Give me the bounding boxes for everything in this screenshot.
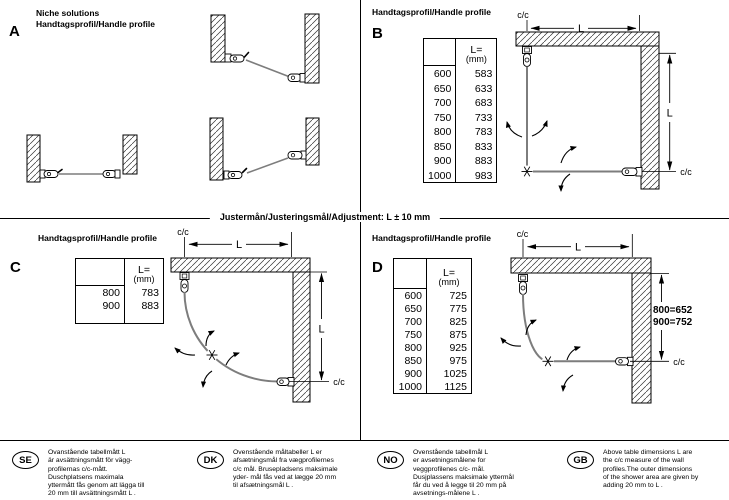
language-badge-no: NO xyxy=(377,451,404,469)
dimension-arrow-L-right xyxy=(318,274,324,381)
panel-b-title: Handtagsprofil/Handle profile xyxy=(372,7,492,17)
swing-arrow xyxy=(561,174,570,191)
handle-profile-icon xyxy=(288,151,306,159)
table-row: 600 583 xyxy=(424,65,497,80)
dimension-arrow-L-right xyxy=(667,55,673,170)
language-badge-se: SE xyxy=(12,451,39,469)
wall-top xyxy=(516,32,659,46)
table-row: 1000 983 xyxy=(424,167,497,182)
table-header-L: L= (mm) xyxy=(438,267,460,287)
swing-arrow xyxy=(175,348,195,355)
footer-text-no: Ovenstående tabellmål L er avsetningsmålene for veggprofilenes c/c- mål. Dusjplassens maksimale yttermål får du ved å legge til 20 mm på avsetnings-målene L . xyxy=(413,449,514,498)
corner-joint-icon xyxy=(206,349,218,361)
panel-a-letter: A xyxy=(9,23,20,40)
footer-text-gb: Above table dimensions L are the c/c measure of the wall profiles.The outer dimensions of the shower area are given by adding 20 mm to L . xyxy=(603,449,699,490)
dim-note-900: 900=752 xyxy=(653,317,693,328)
panel-b-letter: B xyxy=(372,25,383,42)
panel-b xyxy=(364,0,729,218)
footer-section-no xyxy=(377,449,538,499)
table-row: 650 775 xyxy=(394,302,472,315)
L-label-right: L xyxy=(318,323,325,336)
cc-label-right: c/c xyxy=(333,377,345,387)
niche-diagram-angled-right xyxy=(211,14,319,83)
hinge-profile-icon xyxy=(40,170,62,179)
hinge-profile-icon xyxy=(225,53,249,63)
niche-diagram-straight xyxy=(27,135,137,182)
panel-a-diagram xyxy=(0,0,360,218)
swing-arrow xyxy=(561,147,576,163)
hinge-profile-icon xyxy=(523,47,532,67)
glass-panel xyxy=(246,60,290,77)
table-header-L: L= (mm) xyxy=(465,44,487,64)
table-row: 750 733 xyxy=(424,109,497,124)
corner-joint-icon xyxy=(542,355,554,367)
wall-right xyxy=(632,273,651,403)
swing-arrow xyxy=(567,347,580,360)
cc-label-top: c/c xyxy=(516,229,529,239)
table-row: 850 975 xyxy=(394,354,472,367)
footer-text-se: Ovanstående tabellmått L är avsättningsmått för vägg- profilernas c/c-mått. Duschplatsens maximala yttermått fås genom att lägga till 20 mm till avsättningsmått L . xyxy=(48,449,145,498)
handle-profile-icon xyxy=(288,74,305,83)
panel-d-diagram xyxy=(364,218,729,441)
L-label-top: L xyxy=(574,241,582,254)
swing-arrow xyxy=(203,371,212,387)
table-row: 850 833 xyxy=(424,138,497,153)
table-row: 1000 1125 xyxy=(394,380,472,394)
glass-panel-curved xyxy=(185,292,279,382)
wall-right xyxy=(306,118,319,165)
footer-section-dk xyxy=(197,449,358,490)
panel-c xyxy=(0,218,360,441)
table-row: 900 1025 xyxy=(394,367,472,380)
table-row: 650 633 xyxy=(424,80,497,95)
panel-c-title: Handtagsprofil/Handle profile xyxy=(38,233,158,243)
dimension-arrow-L-top xyxy=(528,242,630,254)
handle-profile-icon xyxy=(622,168,642,177)
panel-a-title-line1: Niche solutions xyxy=(36,8,100,18)
language-badge-gb: GB xyxy=(567,451,594,469)
L-label-top: L xyxy=(235,239,243,251)
wall-top xyxy=(511,258,651,273)
swing-arrow xyxy=(226,353,239,365)
dimension-arrow-right xyxy=(653,275,693,360)
panel-d-title: Handtagsprofil/Handle profile xyxy=(372,233,492,243)
dimension-arrow-L-top xyxy=(189,239,288,251)
wall-top xyxy=(171,258,310,272)
table-row: 750 875 xyxy=(394,328,472,341)
panel-d xyxy=(364,218,729,441)
table-row: 900 883 xyxy=(424,153,497,168)
panel-c-diagram xyxy=(0,218,360,441)
table-row: 800 783 xyxy=(76,285,164,299)
table-row: 700 825 xyxy=(394,315,472,328)
table-row: 800 925 xyxy=(394,341,472,354)
wall-right xyxy=(305,14,319,83)
L-label-top: L xyxy=(577,23,585,35)
footer-section-gb xyxy=(567,449,728,490)
wall-right xyxy=(293,272,310,402)
footer-section-se xyxy=(12,449,173,499)
wall-left xyxy=(211,15,225,62)
panel-d-letter: D xyxy=(372,259,383,276)
swing-arrow xyxy=(532,121,547,136)
corner-joint-icon xyxy=(521,166,533,178)
cc-label-right: c/c xyxy=(680,167,692,177)
table-header-L: L= (mm) xyxy=(133,264,155,284)
swing-arrow xyxy=(563,375,573,391)
wall-left xyxy=(27,135,40,182)
swing-arrow xyxy=(507,122,522,137)
language-badge-dk: DK xyxy=(197,451,224,469)
panel-a xyxy=(0,0,360,218)
table-row: 800 783 xyxy=(424,124,497,139)
swing-arrow xyxy=(501,338,521,346)
cc-label-top: c/c xyxy=(177,227,189,237)
adjustment-note: Justermån/Justeringsmål/Adjustment: L ± 10 mm xyxy=(210,212,440,222)
panel-c-letter: C xyxy=(10,259,21,276)
table-row: 900 883 xyxy=(76,299,164,312)
table-row: 600 725 xyxy=(394,288,472,302)
panel-a-title-line2: Handtagsprofil/Handle profile xyxy=(36,18,156,29)
footer-text-dk: Ovenstående måltabeller L er afsætningsmål fra vægprofilernes c/c mål. Brusepladsens maksimale yder- mål fås ved at lægge 20 mm til afsætningsmål L . xyxy=(233,449,338,490)
glass-panel-curved xyxy=(523,294,548,361)
footer-divider xyxy=(0,440,729,441)
wall-left xyxy=(210,118,223,180)
hinge-profile-icon xyxy=(180,273,189,293)
table-row: 700 683 xyxy=(424,95,497,110)
handle-profile-icon xyxy=(103,170,120,178)
hinge-profile-icon xyxy=(224,169,247,180)
hinge-profile-icon xyxy=(519,275,528,295)
wall-right xyxy=(641,46,659,189)
glass-panel xyxy=(247,158,288,173)
swing-arrow xyxy=(206,331,214,346)
wall-right xyxy=(123,135,137,174)
L-label-right: L xyxy=(666,107,673,120)
niche-diagram-angled-left xyxy=(210,118,319,180)
dim-note-800: 800=652 xyxy=(653,305,693,316)
cc-label-right: c/c xyxy=(673,357,685,367)
cc-label-top: c/c xyxy=(517,10,529,20)
panel-b-diagram xyxy=(364,0,729,218)
